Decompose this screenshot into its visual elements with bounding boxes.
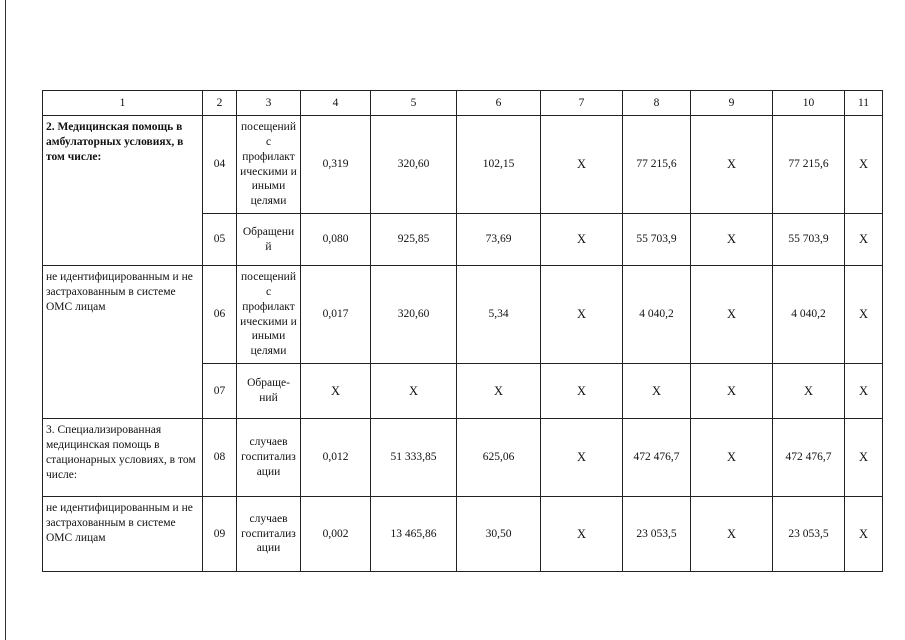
cell-value: 320,60 (371, 116, 457, 214)
cell-value: Х (541, 497, 623, 572)
cell-value: 925,85 (371, 214, 457, 266)
cell-value: Х (691, 364, 773, 419)
column-header: 1 (43, 91, 203, 116)
column-header: 6 (457, 91, 541, 116)
cell-value: Х (691, 214, 773, 266)
cell-value: 5,34 (457, 266, 541, 364)
column-header: 3 (237, 91, 301, 116)
column-header: 10 (773, 91, 845, 116)
cell-value: 77 215,6 (623, 116, 691, 214)
row-description: не идентифицированным и не застрахованным в системе ОМС лицам (43, 266, 203, 419)
row-code: 06 (203, 266, 237, 364)
cell-value: Х (845, 214, 883, 266)
cell-value: Х (541, 116, 623, 214)
column-header: 2 (203, 91, 237, 116)
cell-value: 0,012 (301, 419, 371, 497)
cell-value: Х (691, 116, 773, 214)
column-header: 7 (541, 91, 623, 116)
row-description: 2. Медицинская помощь в амбулаторных условиях, в том числе: (43, 116, 203, 266)
financing-table (42, 90, 883, 572)
table-row (43, 266, 883, 364)
column-header: 4 (301, 91, 371, 116)
unit-of-measure: случаев госпитализ ации (237, 497, 301, 572)
unit-of-measure: Обраще- ний (237, 364, 301, 419)
cell-value: Х (541, 266, 623, 364)
cell-value: 320,60 (371, 266, 457, 364)
unit-of-measure: посещений с профилакт ическими и иными целями (237, 266, 301, 364)
cell-value: 625,06 (457, 419, 541, 497)
cell-value: 55 703,9 (773, 214, 845, 266)
table-row (43, 419, 883, 497)
cell-value: 0,002 (301, 497, 371, 572)
row-code: 07 (203, 364, 237, 419)
cell-value: Х (541, 364, 623, 419)
cell-value: 23 053,5 (773, 497, 845, 572)
unit-of-measure: Обращени й (237, 214, 301, 266)
cell-value: 472 476,7 (773, 419, 845, 497)
row-code: 04 (203, 116, 237, 214)
cell-value: Х (691, 497, 773, 572)
cell-value: 0,080 (301, 214, 371, 266)
table-row (43, 497, 883, 572)
cell-value: Х (845, 497, 883, 572)
cell-value: Х (301, 364, 371, 419)
unit-of-measure: случаев госпитализ ации (237, 419, 301, 497)
cell-value: 77 215,6 (773, 116, 845, 214)
cell-value: Х (845, 419, 883, 497)
cell-value: Х (691, 266, 773, 364)
cell-value: Х (541, 214, 623, 266)
cell-value: Х (457, 364, 541, 419)
cell-value: 51 333,85 (371, 419, 457, 497)
cell-value: Х (845, 364, 883, 419)
cell-value: 30,50 (457, 497, 541, 572)
cell-value: Х (845, 266, 883, 364)
cell-value: Х (691, 419, 773, 497)
row-description: 3. Специализированная медицинская помощь в стационарных условиях, в том числе: (43, 419, 203, 497)
cell-value: 0,017 (301, 266, 371, 364)
cell-value: Х (773, 364, 845, 419)
cell-value: 23 053,5 (623, 497, 691, 572)
column-numbers-row (43, 91, 883, 116)
cell-value: 102,15 (457, 116, 541, 214)
cell-value: 472 476,7 (623, 419, 691, 497)
cell-value: Х (541, 419, 623, 497)
row-description: не идентифицированным и не застрахованным в системе ОМС лицам (43, 497, 203, 572)
cell-value: 4 040,2 (623, 266, 691, 364)
column-header: 11 (845, 91, 883, 116)
cell-value: 73,69 (457, 214, 541, 266)
column-header: 5 (371, 91, 457, 116)
row-code: 09 (203, 497, 237, 572)
cell-value: Х (623, 364, 691, 419)
table-row (43, 116, 883, 214)
cell-value: Х (371, 364, 457, 419)
column-header: 9 (691, 91, 773, 116)
column-header: 8 (623, 91, 691, 116)
page-edge-line (5, 0, 6, 640)
cell-value: 13 465,86 (371, 497, 457, 572)
row-code: 08 (203, 419, 237, 497)
cell-value: 55 703,9 (623, 214, 691, 266)
unit-of-measure: посещений с профилакт ическими и иными целями (237, 116, 301, 214)
row-code: 05 (203, 214, 237, 266)
cell-value: 0,319 (301, 116, 371, 214)
cell-value: 4 040,2 (773, 266, 845, 364)
cell-value: Х (845, 116, 883, 214)
